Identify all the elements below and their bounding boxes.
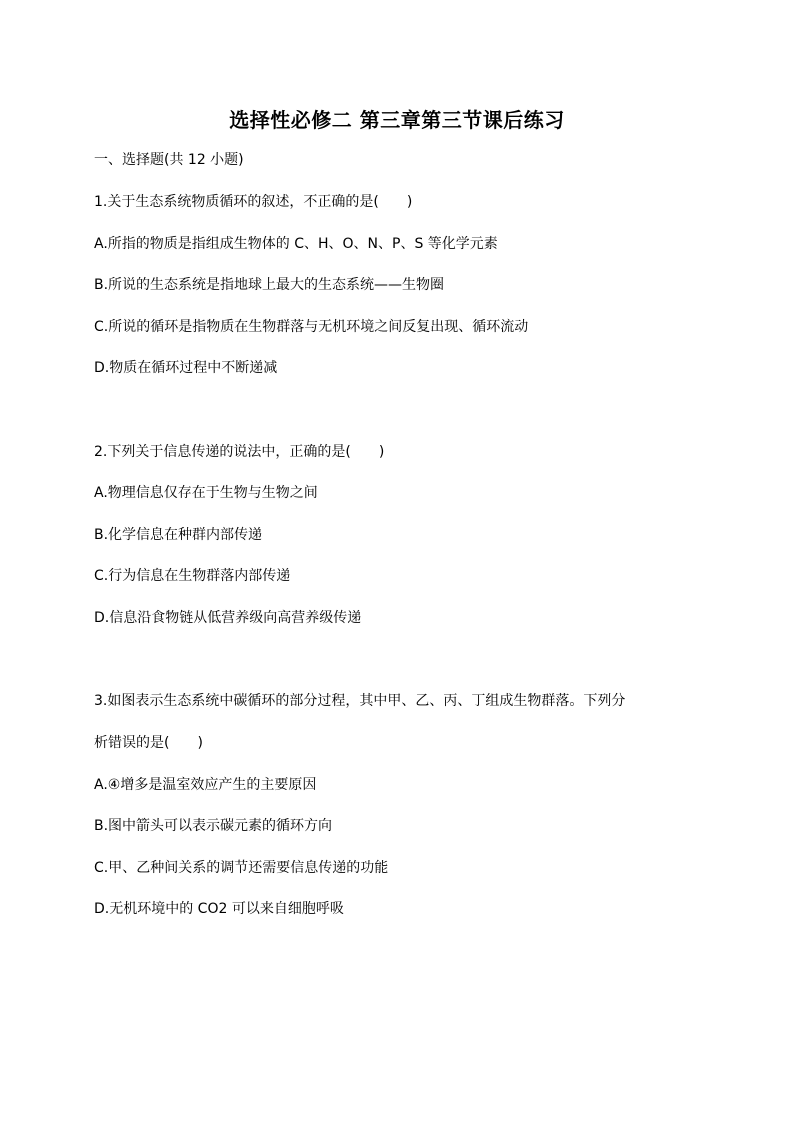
question-1-option-c: C.所说的循环是指物质在生物群落与无机环境之间反复出现、循环流动 [94,319,529,335]
question-1-option-a: A.所指的物质是指组成生物体的 C、H、O、N、P、S 等化学元素 [94,236,498,252]
question-3-option-a: A.④增多是温室效应产生的主要原因 [94,777,317,793]
question-1-option-d: D.物质在循环过程中不断递减 [94,360,278,376]
question-2-option-d: D.信息沿食物链从低营养级向高营养级传递 [94,610,362,626]
section-heading: 一、选择题(共 12 小题) [94,152,244,168]
question-1-option-b: B.所说的生态系统是指地球上最大的生态系统——生物圈 [94,277,445,293]
question-2-option-a: A.物理信息仅存在于生物与生物之间 [94,485,318,501]
question-2-option-b: B.化学信息在种群内部传递 [94,527,263,543]
question-3-option-d: D.无机环境中的 CO2 可以来自细胞呼吸 [94,901,344,917]
question-3-stem-line-1: 3.如图表示生态系统中碳循环的部分过程，其中甲、乙、丙、丁组成生物群落。下列分 [94,693,626,709]
question-1-stem: 1.关于生态系统物质循环的叙述，不正确的是( ) [94,194,413,210]
question-3-option-b: B.图中箭头可以表示碳元素的循环方向 [94,818,333,834]
document-title: 选择性必修二 第三章第三节课后练习 [229,108,565,132]
question-3-option-c: C.甲、乙种间关系的调节还需要信息传递的功能 [94,860,389,876]
question-3-stem-line-2: 析错误的是( ) [94,735,203,751]
question-2-option-c: C.行为信息在生物群落内部传递 [94,568,291,584]
question-2-stem: 2.下列关于信息传递的说法中，正确的是( ) [94,444,385,460]
